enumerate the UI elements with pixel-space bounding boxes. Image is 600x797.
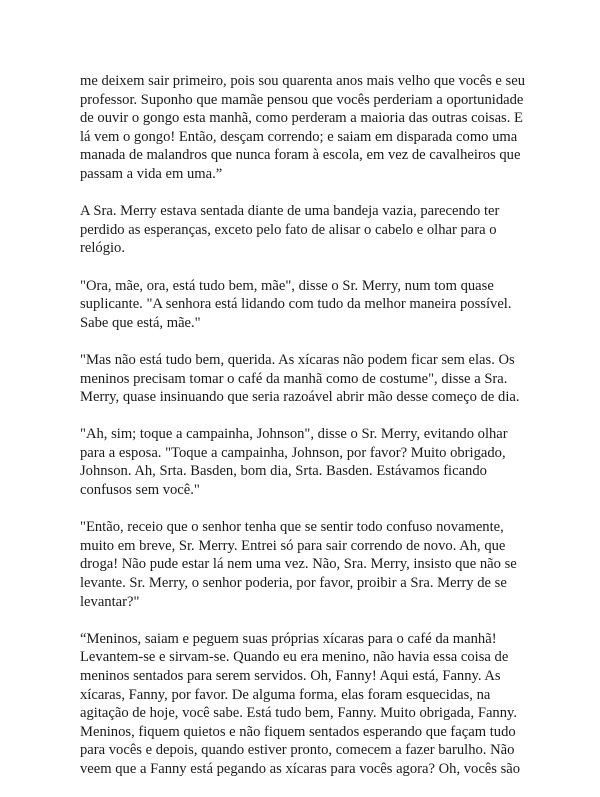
text-line: agitação de hoje, você sabe. Está tudo bem, Fanny. Muito obrigada, Fanny. xyxy=(80,705,518,722)
text-line: me deixem sair primeiro, pois sou quarenta anos mais velho que vocês e seu xyxy=(80,73,525,89)
paragraph-4 xyxy=(80,351,532,407)
text-line: meninos sentados para serem servidos. Oh, Fanny! Aqui está, Fanny. As xyxy=(80,668,501,684)
text-line: Sabe que está, mãe." xyxy=(80,314,201,331)
text-line: “Meninos, saiam e peguem suas próprias xícaras para o café da manhã! xyxy=(80,630,497,647)
paragraph-5 xyxy=(80,425,532,499)
text-line: droga! Não pude estar lá nem uma vez. Não, Sra. Merry, insisto que não se xyxy=(80,556,517,573)
text-line: passam a vida em uma.” xyxy=(80,165,223,182)
text-line: Johnson. Ah, Srta. Basden, bom dia, Srta. Basden. Estávamos ficando xyxy=(80,463,487,480)
text-line: para vocês e depois, quando estiver pronto, comecem a fazer barulho. Não xyxy=(80,742,515,759)
text-line: relógio. xyxy=(80,240,125,257)
text-line: confusos sem você." xyxy=(80,482,200,499)
paragraph-1 xyxy=(80,72,532,184)
text-line: "Ora, mãe, ora, está tudo bem, mãe", disse o Sr. Merry, num tom quase xyxy=(80,277,494,294)
text-line: suplicante. "A senhora está lidando com tudo da melhor maneira possível. xyxy=(80,296,512,313)
text-line: muito em breve, Sr. Merry. Entrei só para sair correndo de novo. Ah, que xyxy=(80,537,506,554)
text-line: professor. Suponho que mamãe pensou que vocês perderiam a oportunidade xyxy=(80,91,524,108)
paragraph-2 xyxy=(80,202,532,258)
text-line: levantar?" xyxy=(80,593,140,610)
text-line: Merry, quase insinuando que seria razoável abrir mão desse começo de dia. xyxy=(80,389,520,406)
text-line: levante. Sr. Merry, o senhor poderia, por favor, proibir a Sra. Merry de se xyxy=(80,575,507,592)
paragraph-6 xyxy=(80,518,532,611)
text-line: xícaras, Fanny, por favor. De alguma forma, elas foram esquecidas, na xyxy=(80,686,491,703)
text-line: meninos precisam tomar o café da manhã como de costume", disse a Sra. xyxy=(80,370,508,387)
text-line: Levantem-se e sirvam-se. Quando eu era menino, não havia essa coisa de xyxy=(80,649,509,666)
paragraph-7 xyxy=(80,630,532,779)
text-line: lá vem o gongo! Então, desçam correndo; e saiam em disparada como uma xyxy=(80,128,518,145)
text-line: veem que a Fanny está pegando as xícaras para vocês agora? Oh, vocês são xyxy=(80,760,521,777)
text-line: para a esposa. "Toque a campainha, Johnson, por favor? Muito obrigado, xyxy=(80,444,506,461)
text-line: "Ah, sim; toque a campainha, Johnson", disse o Sr. Merry, evitando olhar xyxy=(80,426,508,443)
text-line: Meninos, fiquem quietos e não fiquem sentados esperando que façam tudo xyxy=(80,723,516,740)
text-line: perdido as esperanças, exceto pelo fato de alisar o cabelo e olhar para o xyxy=(80,221,497,238)
text-line: "Mas não está tudo bem, querida. As xícaras não podem ficar sem elas. Os xyxy=(80,351,515,368)
text-line: de ouvir o gongo esta manhã, como perderam a maioria das outras coisas. E xyxy=(80,110,523,127)
text-line: manada de malandros que nunca foram à escola, em vez de cavalheiros que xyxy=(80,147,521,164)
text-line: "Então, receio que o senhor tenha que se sentir todo confuso novamente, xyxy=(80,519,504,536)
paragraph-3 xyxy=(80,277,532,333)
document-page xyxy=(80,72,532,797)
text-line: A Sra. Merry estava sentada diante de uma bandeja vazia, parecendo ter xyxy=(80,203,500,220)
